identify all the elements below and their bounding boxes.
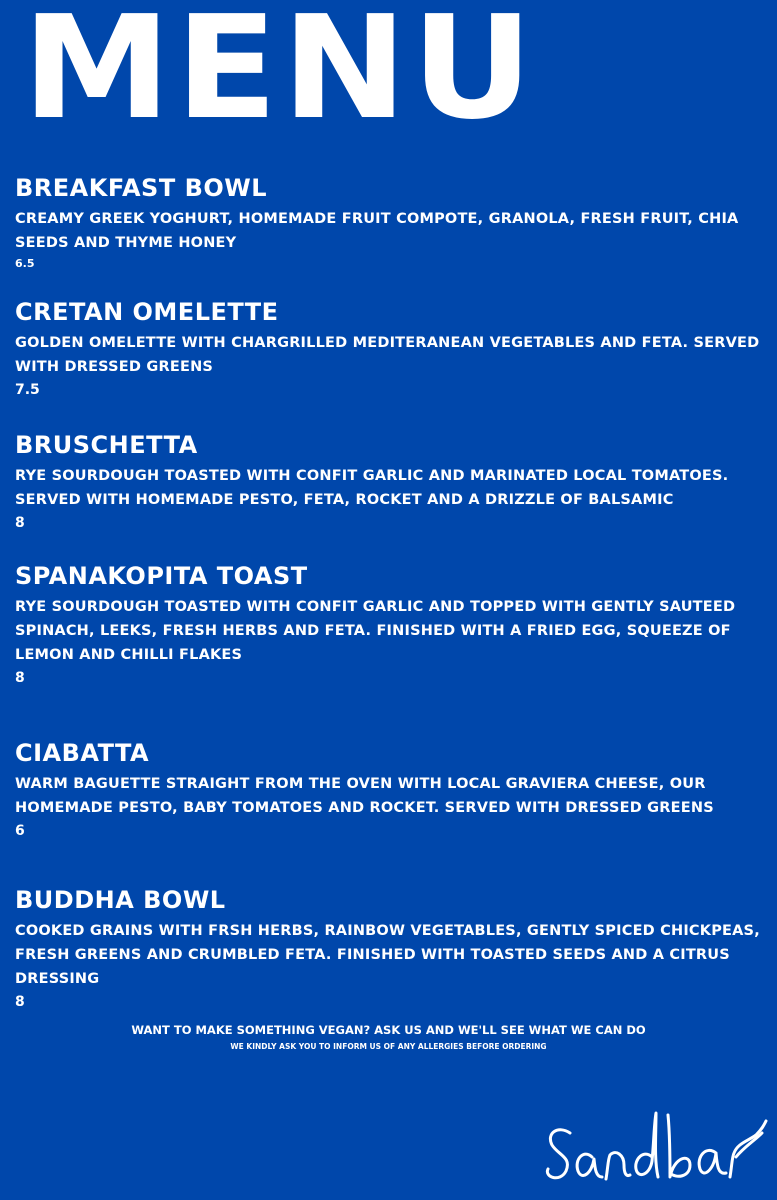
item-name: BRUSCHETTA	[15, 431, 198, 459]
item-description: RYE SOURDOUGH TOASTED WITH CONFIT GARLIC AND MARINATED LOCAL TOMATOES. SERVED WITH HOMEMADE PESTO, FETA, ROCKET AND A DRIZZLE OF BALSAMIC	[15, 468, 729, 508]
menu-item-bruschetta	[15, 430, 765, 534]
menu-item-ciabatta	[15, 738, 765, 842]
item-description: GOLDEN OMELETTE WITH CHARGRILLED MEDITERANEAN VEGETABLES AND FETA. SERVED WITH DRESSED GREENS	[15, 335, 760, 375]
item-price: 7.5	[15, 382, 40, 398]
menu-title: MENU	[22, 0, 538, 152]
menu-item-breakfast-bowl	[15, 173, 765, 273]
item-name: SPANAKOPITA TOAST	[15, 562, 308, 590]
item-price: 6	[15, 823, 25, 839]
item-price: 8	[15, 670, 25, 686]
sandbar-signature-logo	[540, 1095, 770, 1190]
menu-item-cretan-omelette	[15, 297, 765, 401]
item-description: WARM BAGUETTE STRAIGHT FROM THE OVEN WITH LOCAL GRAVIERA CHEESE, OUR HOMEMADE PESTO, BABY TOMATOES AND ROCKET. SERVED WITH DRESSED GREENS	[15, 776, 714, 816]
item-description: COOKED GRAINS WITH FRSH HERBS, RAINBOW VEGETABLES, GENTLY SPICED CHICKPEAS, FRESH GREENS AND CRUMBLED FETA. FINISHED WITH TOASTED SEEDS AND A CITRUS DRESSING	[15, 923, 760, 987]
allergy-note: WE KINDLY ASK YOU TO INFORM US OF ANY ALLERGIES BEFORE ORDERING	[230, 1042, 547, 1051]
vegan-note: WANT TO MAKE SOMETHING VEGAN? ASK US AND WE'LL SEE WHAT WE CAN DO	[131, 1023, 646, 1037]
item-description: CREAMY GREEK YOGHURT, HOMEMADE FRUIT COMPOTE, GRANOLA, FRESH FRUIT, CHIA SEEDS AND THYME HONEY	[15, 211, 739, 251]
item-name: BREAKFAST BOWL	[15, 174, 268, 202]
menu-item-spanakopita-toast	[15, 561, 765, 689]
menu-item-buddha-bowl	[15, 885, 765, 1013]
item-description: RYE SOURDOUGH TOASTED WITH CONFIT GARLIC AND TOPPED WITH GENTLY SAUTEED SPINACH, LEEKS, FRESH HERBS AND FETA. FINISHED WITH A FRIED EGG, SQUEEZE OF LEMON AND CHILLI FLAKES	[15, 599, 736, 663]
item-price: 8	[15, 515, 25, 531]
item-name: BUDDHA BOWL	[15, 886, 226, 914]
item-name: CIABATTA	[15, 739, 150, 767]
item-name: CRETAN OMELETTE	[15, 298, 279, 326]
item-price: 8	[15, 994, 25, 1010]
item-price: 6.5	[15, 257, 35, 270]
